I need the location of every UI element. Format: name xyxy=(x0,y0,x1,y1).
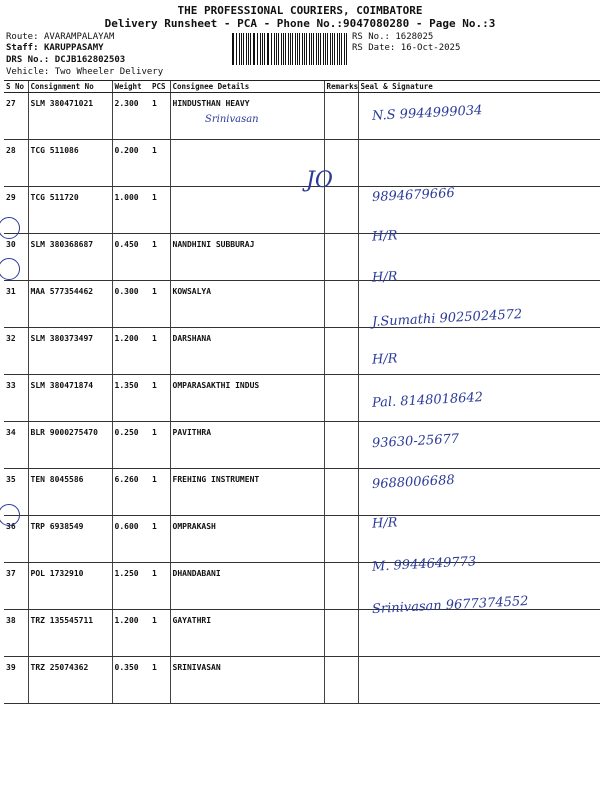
route-line xyxy=(6,32,114,42)
row-consignment: TRZ 25074362 xyxy=(28,657,112,704)
handwritten-signature: H/R xyxy=(371,515,398,532)
barcode-bar xyxy=(306,33,307,65)
row-sno: 39 xyxy=(4,657,28,704)
row-consignee xyxy=(170,187,324,234)
row-pcs: 1 xyxy=(150,281,170,328)
row-remarks xyxy=(324,375,358,422)
row-weight: 1.000 xyxy=(112,187,150,234)
row-pcs: 1 xyxy=(150,93,170,140)
row-pcs: 1 xyxy=(150,234,170,281)
table-header-row xyxy=(4,81,600,93)
row-consignment: SLM 380471874 xyxy=(28,375,112,422)
row-remarks xyxy=(324,187,358,234)
row-signature-cell xyxy=(358,140,600,187)
row-signature-cell xyxy=(358,610,600,657)
barcode-bar xyxy=(254,33,255,65)
row-pcs: 1 xyxy=(150,187,170,234)
route-label: Route: xyxy=(6,32,44,42)
staff-label: Staff: xyxy=(6,43,44,53)
row-consignee: KOWSALYA xyxy=(170,281,324,328)
row-weight: 1.350 xyxy=(112,375,150,422)
row-consignment: TRP 6938549 xyxy=(28,516,112,563)
row-consignee: NANDHINI SUBBURAJ xyxy=(170,234,324,281)
barcode-bar xyxy=(288,33,289,65)
row-consignment: SLM 380368687 xyxy=(28,234,112,281)
handwritten-signature: Pal. 8148018642 xyxy=(371,390,484,411)
row-weight: 6.260 xyxy=(112,469,150,516)
table-row xyxy=(4,187,600,234)
row-sno: 31 xyxy=(4,281,28,328)
row-sno: 37 xyxy=(4,563,28,610)
table-row xyxy=(4,328,600,375)
row-weight: 0.450 xyxy=(112,234,150,281)
table-row xyxy=(4,610,600,657)
row-consignment: TCG 511720 xyxy=(28,187,112,234)
row-weight: 0.350 xyxy=(112,657,150,704)
drs-value: DCJB162802503 xyxy=(54,55,126,65)
row-pcs: 1 xyxy=(150,422,170,469)
barcode-bar xyxy=(339,33,340,65)
row-consignee: DHANDABANI xyxy=(170,563,324,610)
row-sno: 36 xyxy=(4,516,28,563)
handwritten-signature: 9688006688 xyxy=(371,472,456,493)
staff-value: KARUPPASAMY xyxy=(43,43,104,53)
row-consignee: SRINIVASAN xyxy=(170,657,324,704)
row-sno: 35 xyxy=(4,469,28,516)
handwritten-signature: N.S 9944999034 xyxy=(371,103,483,124)
row-remarks xyxy=(324,328,358,375)
row-consignment: TEN 8045586 xyxy=(28,469,112,516)
col-header-sno: S No xyxy=(4,81,28,93)
row-weight: 0.600 xyxy=(112,516,150,563)
runsheet-table xyxy=(4,80,600,704)
row-pcs: 1 xyxy=(150,140,170,187)
row-consignment: SLM 380373497 xyxy=(28,328,112,375)
rs-date-line xyxy=(352,43,460,53)
row-sno: 32 xyxy=(4,328,28,375)
row-consignment: MAA 577354462 xyxy=(28,281,112,328)
row-consignee: DARSHANA xyxy=(170,328,324,375)
rs-no-line xyxy=(352,32,433,42)
table-row xyxy=(4,140,600,187)
row-weight: 0.200 xyxy=(112,140,150,187)
barcode-bar xyxy=(271,33,272,65)
row-consignee: FREHING INSTRUMENT xyxy=(170,469,324,516)
handwritten-signature: J.Sumathi 9025024572 xyxy=(371,307,523,330)
table-row xyxy=(4,234,600,281)
company-title: THE PROFESSIONAL COURIERS, COIMBATORE xyxy=(177,4,423,17)
handwritten-signature: H/R xyxy=(371,351,398,368)
table-row xyxy=(4,516,600,563)
table-row xyxy=(4,422,600,469)
row-remarks xyxy=(324,234,358,281)
row-sno: 34 xyxy=(4,422,28,469)
row-sno: 27 xyxy=(4,93,28,140)
row-sno: 29 xyxy=(4,187,28,234)
row-pcs: 1 xyxy=(150,657,170,704)
drs-line xyxy=(6,55,125,65)
table-row xyxy=(4,375,600,422)
row-remarks xyxy=(324,93,358,140)
row-pcs: 1 xyxy=(150,516,170,563)
row-remarks xyxy=(324,469,358,516)
row-pcs: 1 xyxy=(150,563,170,610)
row-pcs: 1 xyxy=(150,469,170,516)
row-remarks xyxy=(324,516,358,563)
staff-line xyxy=(6,43,104,53)
row-remarks xyxy=(324,422,358,469)
row-signature-cell xyxy=(358,657,600,704)
col-header-consignment: Consignment No xyxy=(28,81,112,93)
row-pcs: 1 xyxy=(150,375,170,422)
vehicle-line: Vehicle: Two Wheeler Delivery xyxy=(6,67,164,77)
barcode-image xyxy=(232,33,348,65)
row-consignment: SLM 380471021 xyxy=(28,93,112,140)
barcode-bar xyxy=(323,33,324,65)
handwritten-signature: 9894679666 xyxy=(371,185,456,206)
row-weight: 1.250 xyxy=(112,563,150,610)
row-remarks xyxy=(324,563,358,610)
row-consignee: OMPARASAKTHI INDUS xyxy=(170,375,324,422)
table-row xyxy=(4,469,600,516)
row-sno: 38 xyxy=(4,610,28,657)
row-weight: 0.300 xyxy=(112,281,150,328)
col-header-remarks: Remarks xyxy=(324,81,358,93)
handwritten-signature: H/R xyxy=(371,269,398,286)
handwritten-signature: 93630-25677 xyxy=(371,431,460,452)
row-remarks xyxy=(324,657,358,704)
row-consignment: TCG 511086 xyxy=(28,140,112,187)
row-pcs: 1 xyxy=(150,328,170,375)
row-consignment: BLR 9000275470 xyxy=(28,422,112,469)
row-consignee: HINDUSTHAN HEAVY xyxy=(170,93,324,140)
runsheet-subtitle: Delivery Runsheet - PCA - Phone No.:9047080280 - Page No.:3 xyxy=(104,17,496,30)
row-weight: 0.250 xyxy=(112,422,150,469)
col-header-consignee: Consignee Details xyxy=(170,81,324,93)
table-row xyxy=(4,657,600,704)
row-pcs: 1 xyxy=(150,610,170,657)
handwritten-signature: M. 9944649773 xyxy=(371,554,477,575)
barcode-bar xyxy=(239,33,240,65)
col-header-pcs: PCS xyxy=(150,81,170,93)
row-sno: 30 xyxy=(4,234,28,281)
row-weight: 2.300 xyxy=(112,93,150,140)
rs-no-value: 1628025 xyxy=(395,32,434,42)
row-consignment: TRZ 135545711 xyxy=(28,610,112,657)
row-consignment: POL 1732910 xyxy=(28,563,112,610)
row-sno: 33 xyxy=(4,375,28,422)
row-weight: 1.200 xyxy=(112,610,150,657)
rs-date-label: RS Date: xyxy=(352,43,401,53)
row-consignee: PAVITHRA xyxy=(170,422,324,469)
col-header-weight: Weight xyxy=(112,81,150,93)
handwritten-receiver-name: Srinivasan xyxy=(205,114,259,125)
row-consignee: OMPRAKASH xyxy=(170,516,324,563)
row-remarks xyxy=(324,281,358,328)
handwritten-signature: Srinivasan 9677374552 xyxy=(371,593,529,618)
handwritten-signature: H/R xyxy=(371,228,398,245)
route-value: AVARAMPALAYAM xyxy=(43,32,115,42)
col-header-signature: Seal & Signature xyxy=(358,81,600,93)
table-row xyxy=(4,93,600,140)
drs-label: DRS No.: xyxy=(6,55,55,65)
rs-no-label: RS No.: xyxy=(352,32,396,42)
rs-date-value: 16-Oct-2025 xyxy=(400,43,461,53)
row-remarks xyxy=(324,610,358,657)
remarks-handwritten-mark: JO xyxy=(306,168,333,193)
row-consignee xyxy=(170,140,324,187)
row-weight: 1.200 xyxy=(112,328,150,375)
row-consignee: GAYATHRI xyxy=(170,610,324,657)
row-sno: 28 xyxy=(4,140,28,187)
